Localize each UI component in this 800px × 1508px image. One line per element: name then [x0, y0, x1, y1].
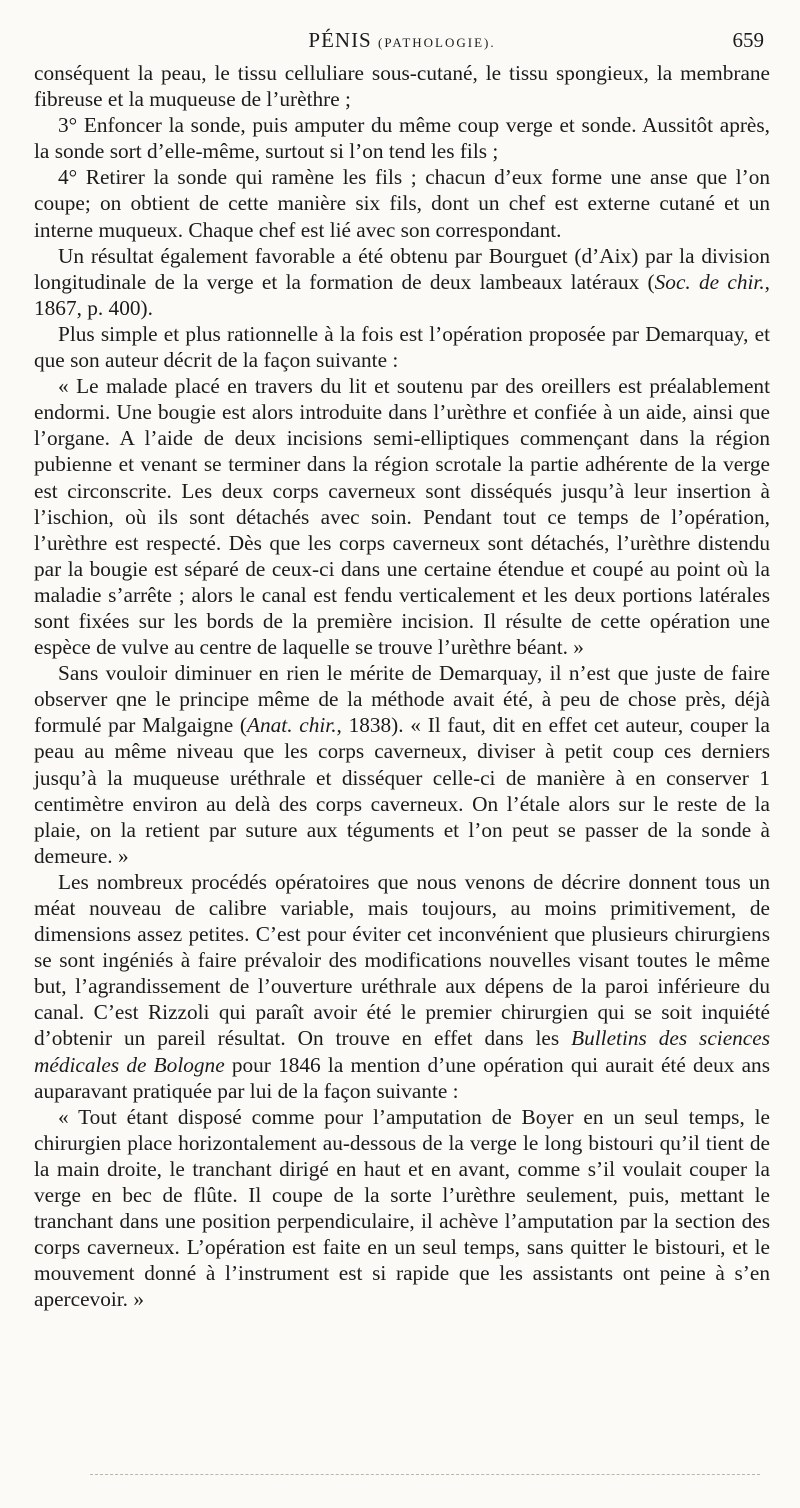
page-number: 659 [732, 28, 764, 52]
paragraph [34, 321, 770, 373]
italic-citation: Anat. chir. [246, 713, 337, 738]
italic-citation: Bulletins des sciences médicales de Bologne [34, 1026, 771, 1077]
text-run: pour 1846 la mention d’une opération qui aurait été deux ans auparavant pratiquée par lui de la façon suivante : [34, 1052, 770, 1103]
paragraph [34, 373, 770, 660]
text-run: « Le malade placé en travers du lit et soutenu par des oreillers est préalablement endormi. Une bougie est alors introduite dans l’urèthre et confiée à un aide, ainsi que l’organe. A l’aide de deux incisions semi-elliptiques commençant dans la région pubienne et venant se terminer dans la région scrotale la partie adhérente de la verge est circonscrite. Les deux corps caverneux sont disséqués jusqu’à leur insertion à l’ischion, où ils sont détachés avec soin. Pendant tout ce temps de l’opération, l’urèthre est respecté. Dès que les corps caverneux sont détachés, l’urèthre distendu par la bougie est séparé de ceux-ci dans une certaine étendue et coupé au point où la maladie s’arrête ; alors le canal est fendu verticalement et les deux portions latérales sont fixées sur les bords de la première incision. Il résulte de cette opération une espèce de vulve au centre de laquelle se trouve l’urèthre béant. » [34, 374, 770, 660]
text-run: 4° Retirer la sonde qui ramène les fils ; chacun d’eux forme une anse que l’on coupe; on obtient de cette manière six fils, dont un chef est externe cutané et un interne muqueux. Chaque chef est lié avec son correspondant. [34, 165, 770, 242]
paragraph [34, 1104, 770, 1313]
footer-rule [90, 1474, 760, 1475]
text-run: conséquent la peau, le tissu celluliare sous-cutané, le tissu spongieux, la membrane fibreuse et la muqueuse de l’urèthre ; [34, 61, 770, 112]
paragraph [34, 243, 770, 321]
text-run: , 1838). « Il faut, dit en effet cet auteur, couper la peau au même niveau que les corps caverneux, diviser à petit coup ces derniers jusqu’à la muqueuse uréthrale et disséquer celle-ci de manière à en conserver 1 centimètre environ au delà des corps caverneux. On l’étale alors sur le reste de la plaie, on la retient par suture aux téguments et l’on peut se passer de la sonde à demeure. » [34, 713, 770, 868]
text-run: 3° Enfoncer la sonde, puis amputer du même coup verge et sonde. Aussitôt après, la sonde sort d’elle-même, surtout si l’on tend les fils ; [34, 113, 770, 164]
text-run: Plus simple et plus rationnelle à la fois est l’opération proposée par Demarquay, et que son auteur décrit de la façon suivante : [34, 321, 770, 373]
text-run: Un résultat également favorable a été obtenu par Bourguet (d’Aix) par la division longitudinale de la verge et la formation de deux lambeaux latéraux ( [34, 243, 770, 294]
text-run: Les nombreux procédés opératoires que nous venons de décrire donnent tous un méat nouveau de calibre variable, mais toujours, au moins primitivement, de dimensions assez petites. C’est pour éviter cet inconvénient que plusieurs chirurgiens se sont ingéniés à faire prévaloir des modifications nouvelles visant toutes le même but, l’agrandissement de l’ouverture uréthrale aux dépens de la paroi inférieure du canal. C’est Rizzoli qui paraît avoir été le premier chirurgien qui se soit inquiété d’obtenir un pareil résultat. On trouve en effet dans les [34, 869, 770, 1051]
body-text [34, 60, 770, 1313]
running-title [34, 28, 770, 53]
running-head [34, 24, 770, 60]
paragraph [34, 164, 770, 242]
text-run: « Tout étant disposé comme pour l’amputation de Boyer en un seul temps, le chirurgien place horizontalement au-dessous de la verge le long bistouri qu’il tient de la main droite, le tranchant dirigé en haut et en avant, comme s’il voulait couper la verge en bec de flûte. Il coupe de la sorte l’urèthre seulement, puis, mettant le tranchant dans une position perpendiculaire, il achève l’amputation par la section des corps caverneux. L’opération est faite en un seul temps, sans quitter le bistouri, et le mouvement donné à l’instrument est si rapide que les assistants ont peine à s’en apercevoir. » [34, 1104, 770, 1312]
paragraph [34, 660, 770, 869]
text-run: , 1867, p. 400). [34, 269, 770, 320]
paragraph [34, 869, 770, 1104]
text-run: Sans vouloir diminuer en rien le mérite de Demarquay, il n’est que juste de faire observer qne le principe même de la méthode avait été, à peu de chose près, déjà formulé par Malgaigne ( [34, 661, 770, 738]
running-title-section: (PATHOLOGIE). [378, 35, 496, 50]
italic-citation: Soc. de chir. [654, 269, 765, 294]
paragraph [34, 112, 770, 164]
running-title-main: PÉNIS [308, 28, 372, 52]
paragraph [34, 60, 770, 112]
